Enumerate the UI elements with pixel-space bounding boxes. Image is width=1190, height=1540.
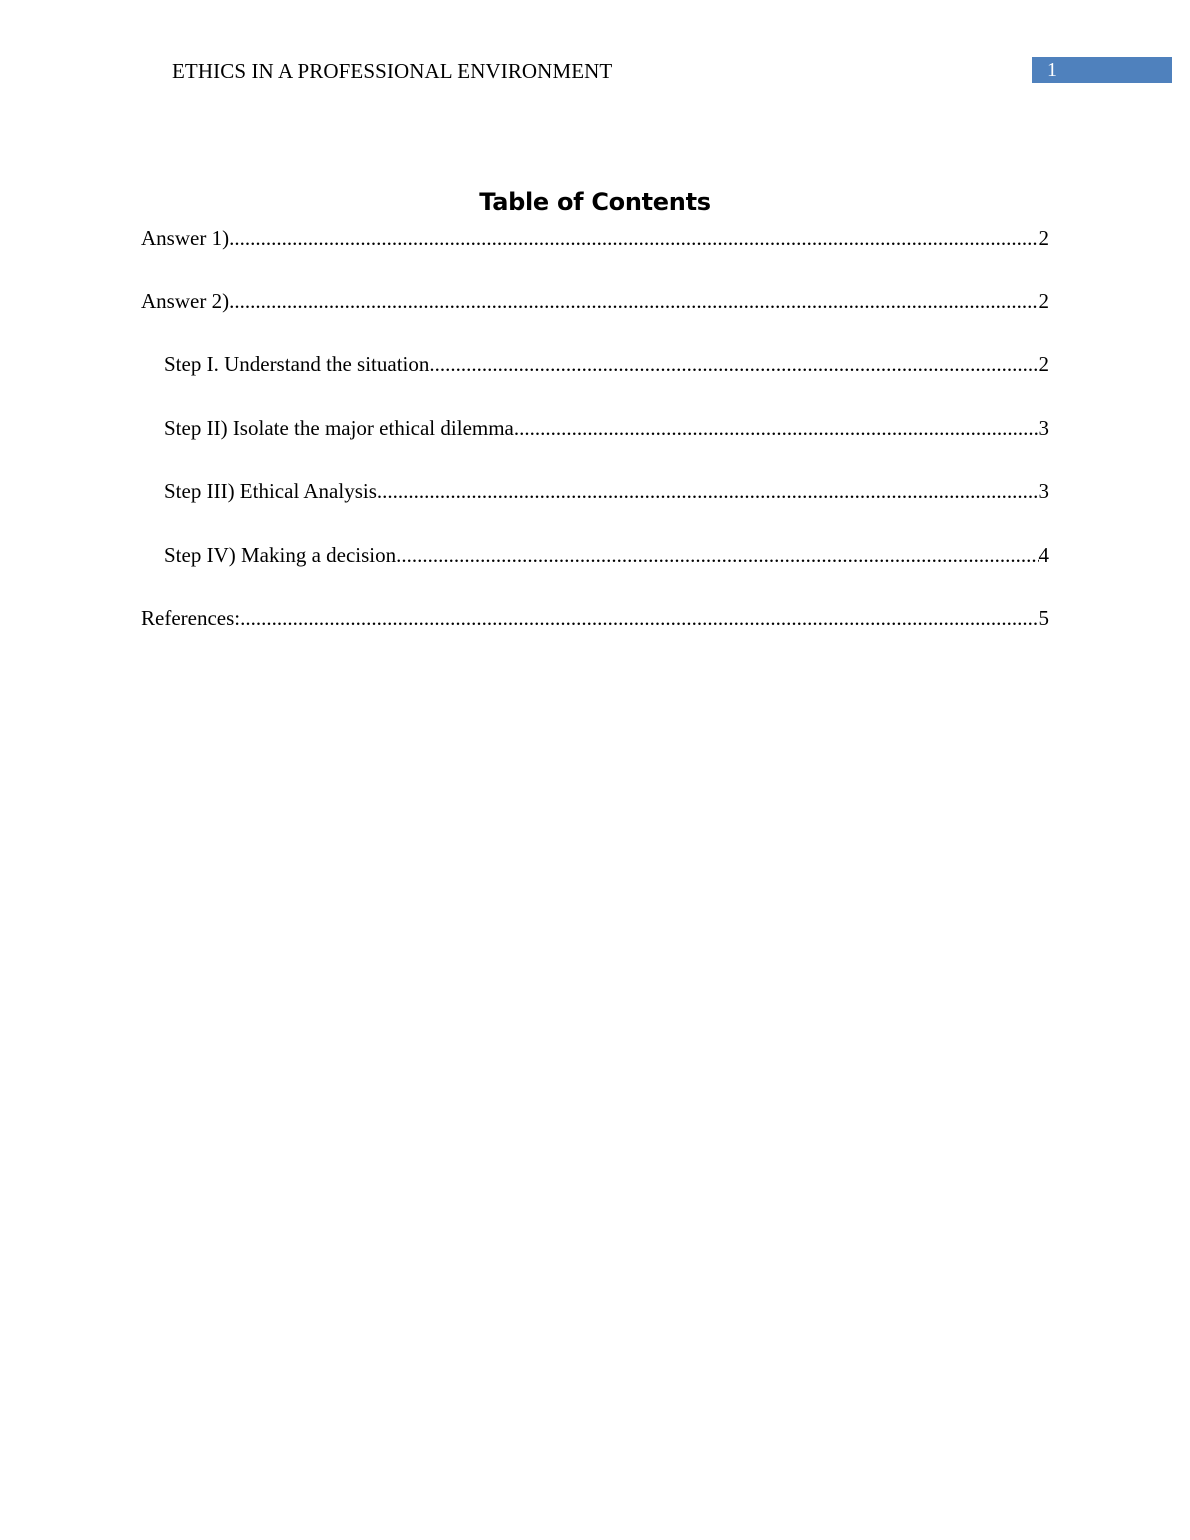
toc-entry-label: Step IV) Making a decision <box>164 543 397 567</box>
running-header-title: ETHICS IN A PROFESSIONAL ENVIRONMENT <box>172 59 613 83</box>
toc-entry-page: 5 <box>1038 606 1049 630</box>
toc-entry-step-2[interactable] <box>164 414 1049 442</box>
toc-dot-leader <box>229 287 1038 315</box>
toc-entry-label: Step II) Isolate the major ethical dilemma <box>164 416 514 440</box>
toc-entry-answer-2[interactable] <box>141 287 1049 315</box>
toc-dot-leader <box>377 477 1039 505</box>
toc-dot-leader <box>240 604 1038 632</box>
toc-entry-page: 2 <box>1038 289 1049 313</box>
toc-dot-leader <box>229 224 1038 252</box>
toc-entry-step-4[interactable] <box>164 541 1049 569</box>
toc-entry-label: Step I. Understand the situation <box>164 352 430 376</box>
toc-dot-leader <box>396 541 1038 569</box>
toc-entry-answer-1[interactable] <box>141 224 1049 252</box>
toc-dot-leader <box>429 350 1038 378</box>
toc-entry-label: Answer 2) <box>141 289 230 313</box>
toc-heading: Table of Contents <box>479 188 711 216</box>
toc-entry-step-1[interactable] <box>164 350 1049 378</box>
toc-entry-references[interactable] <box>141 604 1049 632</box>
toc-entry-page: 3 <box>1038 479 1049 503</box>
toc-entry-page: 2 <box>1038 226 1049 250</box>
toc-dot-leader <box>514 414 1039 442</box>
toc-entry-page: 2 <box>1038 352 1049 376</box>
toc-entry-page: 4 <box>1038 543 1049 567</box>
toc-entry-label: Step III) Ethical Analysis <box>164 479 377 503</box>
toc-entry-page: 3 <box>1038 416 1049 440</box>
page-number-badge: 1 <box>1032 57 1172 83</box>
toc-entry-label: References: <box>141 606 241 630</box>
toc-entry-step-3[interactable] <box>164 477 1049 505</box>
toc-entry-label: Answer 1) <box>141 226 230 250</box>
